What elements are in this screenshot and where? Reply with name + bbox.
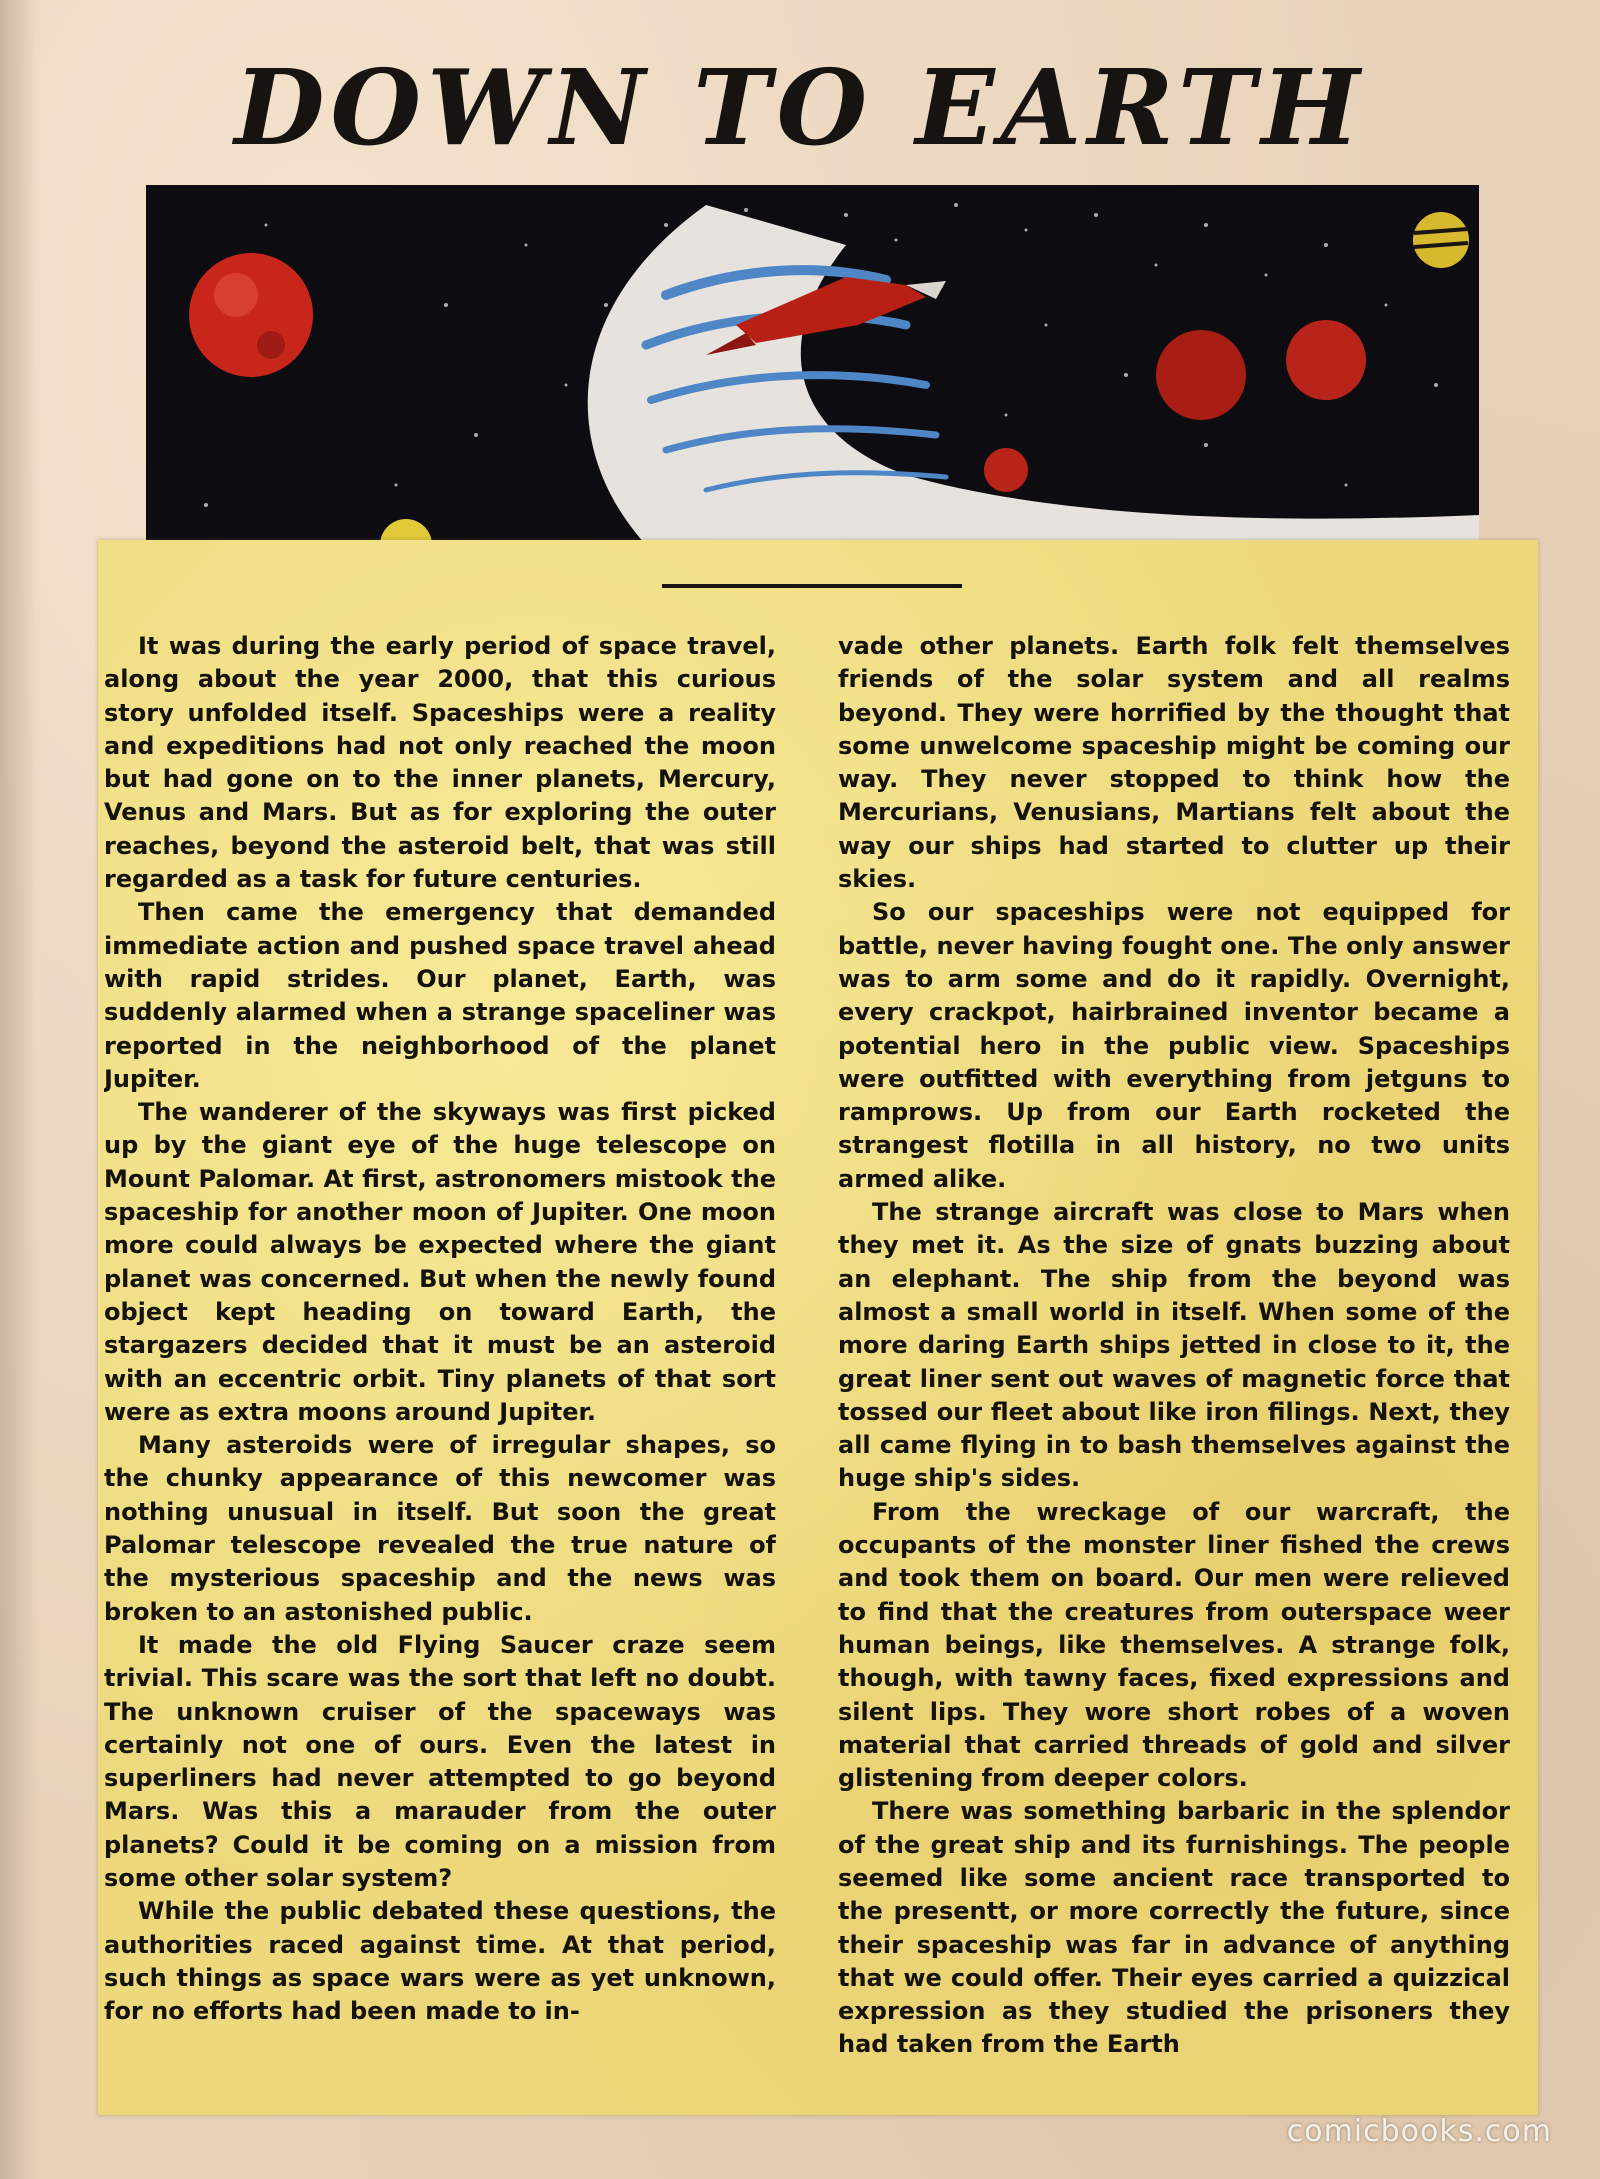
page-edge-shadow [0,0,38,2179]
title-divider-rule [662,584,962,588]
paragraph: It was during the early period of space travel, along about the year 2000, that this curious story unfolded itself. Spaceships were a reality and expeditions had not only reached the moon but had gone on to the inner planets, Mercury, Venus and Mars. But as for exploring the outer reaches, beyond the asteroid belt, that was still regarded as a task for future centuries. [104,632,776,894]
paragraph: vade other planets. Earth folk felt themselves friends of the solar system and all realms beyond. They were horrified by the thought that some unwelcome spaceship might be coming our way. They never stopped to think how the Mercurians, Venusians, Martians felt about the way our ships had started to clutter up their skies. [838,632,1510,894]
paragraph: Then came the emergency that demanded immediate action and pushed space travel ahead with rapid strides. Our planet, Earth, was suddenly alarmed when a strange spaceliner was reported in the neighborhood of the planet Jupiter. [104,898,776,1093]
story-column-right [838,630,1510,2100]
paragraph: There was something barbaric in the splendor of the great ship and its furnishings. The people seemed like some ancient race transported to the presentt, or more correctly the future, since their spaceship was far in advance of anything that we could offer. Their eyes carried a quizzical expression as they studied the prisoners they had taken from the Earth [838,1797,1510,2059]
space-scene-svg [146,185,1479,545]
paragraph: The strange aircraft was close to Mars when they met it. As the size of gnats buzzing about an elephant. The ship from the beyond was almost a small world in itself. When some of the more daring Earth ships jetted in close to it, the great liner sent out waves of magnetic force that tossed our fleet about like iron filings. Next, they all came flying in to bash themselves against the huge ship's sides. [838,1198,1510,1493]
paragraph: So our spaceships were not equipped for battle, never having fought one. The only answer was to arm some and do it rapidly. Overnight, every crackpot, hairbrained inventor became a potential hero in the public view. Spaceships were outfitted with everything from jetguns to ramprows. Up from our Earth rocketed the strangest flotilla in all history, no two units armed alike. [838,898,1510,1193]
paragraph: It made the old Flying Saucer craze seem trivial. This scare was the sort that left no doubt. The unknown cruiser of the spaceways was certainly not one of ours. Even the latest in superliners had never attempted to go beyond Mars. Was this a marauder from the outer planets? Could it be coming on a mission from some other solar system? [104,1630,776,1892]
story-title: DOWN TO EARTH [234,46,1366,169]
paragraph: While the public debated these questions, the authorities raced against time. At that period, such things as space wars were as yet unknown, for no efforts had been made to in- [104,1897,776,2026]
site-watermark: comicbooks.com [1286,2114,1552,2149]
story-column-left [104,630,776,2100]
ringed-planet-icon [1413,212,1469,268]
paragraph: Many asteroids were of irregular shapes, so the chunky appearance of this newcomer was nothing unusual in itself. But soon the great Palomar telescope revealed the true nature of the mysterious spaceship and the news was broken to an astonished public. [104,1431,776,1626]
space-illustration-panel [146,185,1479,545]
paragraph: The wanderer of the skyways was first picked up by the giant eye of the huge telescope on Mount Palomar. At first, astronomers mistook the spaceship for another moon of Jupiter. One moon more could always be expected where the giant planet was concerned. But when the newly found object kept heading on toward Earth, the stargazers decided that it must be an asteroid with an eccentric orbit. Tiny planets of that sort were as extra moons around Jupiter. [104,1098,776,1426]
red-planet-icon [189,253,313,377]
paragraph: From the wreckage of our warcraft, the occupants of the monster liner fished the crews and took them on board. Our men were relieved to find that the creatures from outerspace weer human beings, like themselves. A strange folk, though, with tawny faces, fixed expressions and silent lips. They wore short robes of a woven material that carried threads of gold and silver glistening from deeper colors. [838,1497,1510,1793]
asteroid-icon [984,320,1366,492]
